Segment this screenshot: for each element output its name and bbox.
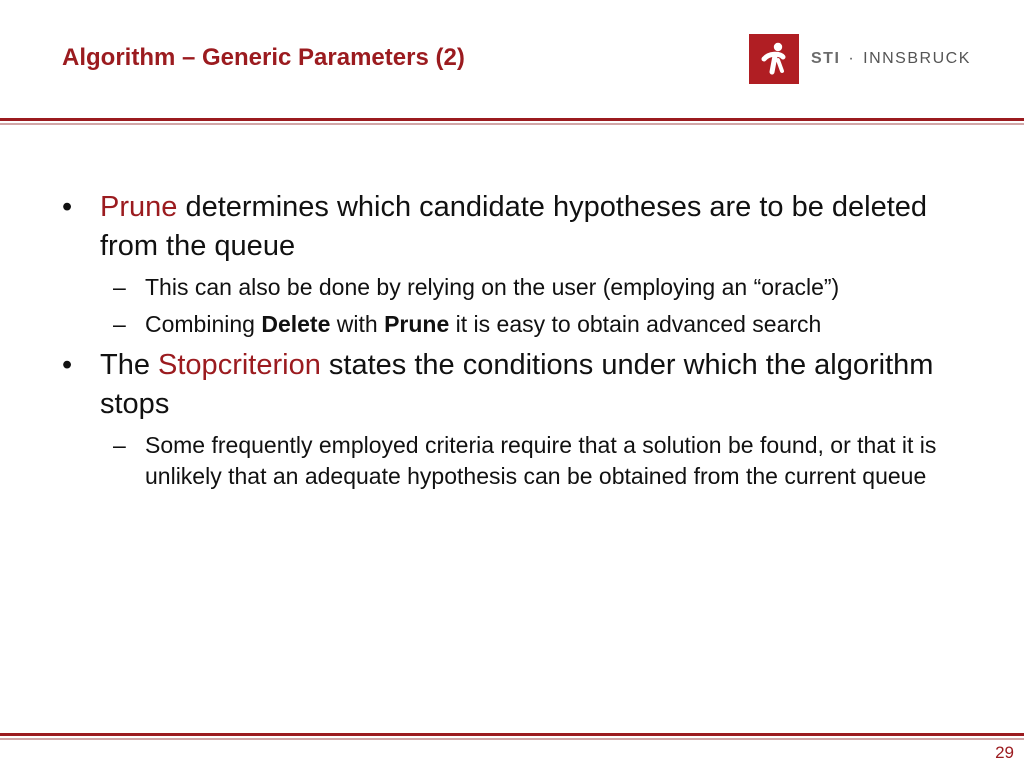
sub-bullet-text: Some frequently employed criteria require that a solution be found, or that it is unlikely that an adequate hypothesis can be obtained from the current queue (145, 432, 937, 489)
sub-bullet-criteria (62, 430, 962, 492)
sub-bullet-oracle (62, 272, 962, 303)
keyword-prune: Prune (100, 191, 178, 223)
logo-separator: · (848, 50, 856, 67)
dash-marker: – (113, 274, 126, 300)
sub-bullet-text: Combining (145, 311, 262, 337)
logo-brand: STI (811, 50, 841, 67)
header-rule (0, 118, 1024, 121)
header-rule-light (0, 123, 1024, 125)
bullet-text: states the conditions under which the algorithm stops (100, 349, 934, 420)
slide-body (62, 188, 962, 498)
dash-marker: – (113, 432, 126, 458)
bullet-marker: • (62, 349, 73, 381)
sub-bullet-text: This can also be done by relying on the user (employing an “oracle”) (145, 274, 840, 300)
dash-marker: – (113, 311, 126, 337)
footer-rule-light (0, 738, 1024, 740)
logo-wordmark (811, 50, 971, 68)
keyword-delete: Delete (261, 311, 331, 337)
keyword-stopcriterion: Stopcriterion (158, 349, 321, 381)
sub-bullet-combining (62, 309, 962, 340)
keyword-prune-bold: Prune (384, 311, 450, 337)
bullet-text: The (100, 349, 159, 381)
bullet-marker: • (62, 191, 73, 223)
sub-bullet-text: it is easy to obtain advanced search (449, 311, 822, 337)
logo-city: INNSBRUCK (863, 50, 971, 67)
bullet-prune (62, 188, 962, 266)
bullet-stopcriterion (62, 346, 962, 424)
slide-title: Algorithm – Generic Parameters (2) (62, 44, 465, 71)
footer-rule (0, 733, 1024, 736)
bullet-text: determines which candidate hypotheses are to be deleted from the queue (100, 191, 928, 262)
page-number: 29 (995, 743, 1014, 762)
sub-bullet-text: with (330, 311, 385, 337)
sti-innsbruck-logo (749, 34, 971, 84)
sti-person-icon (749, 34, 799, 84)
